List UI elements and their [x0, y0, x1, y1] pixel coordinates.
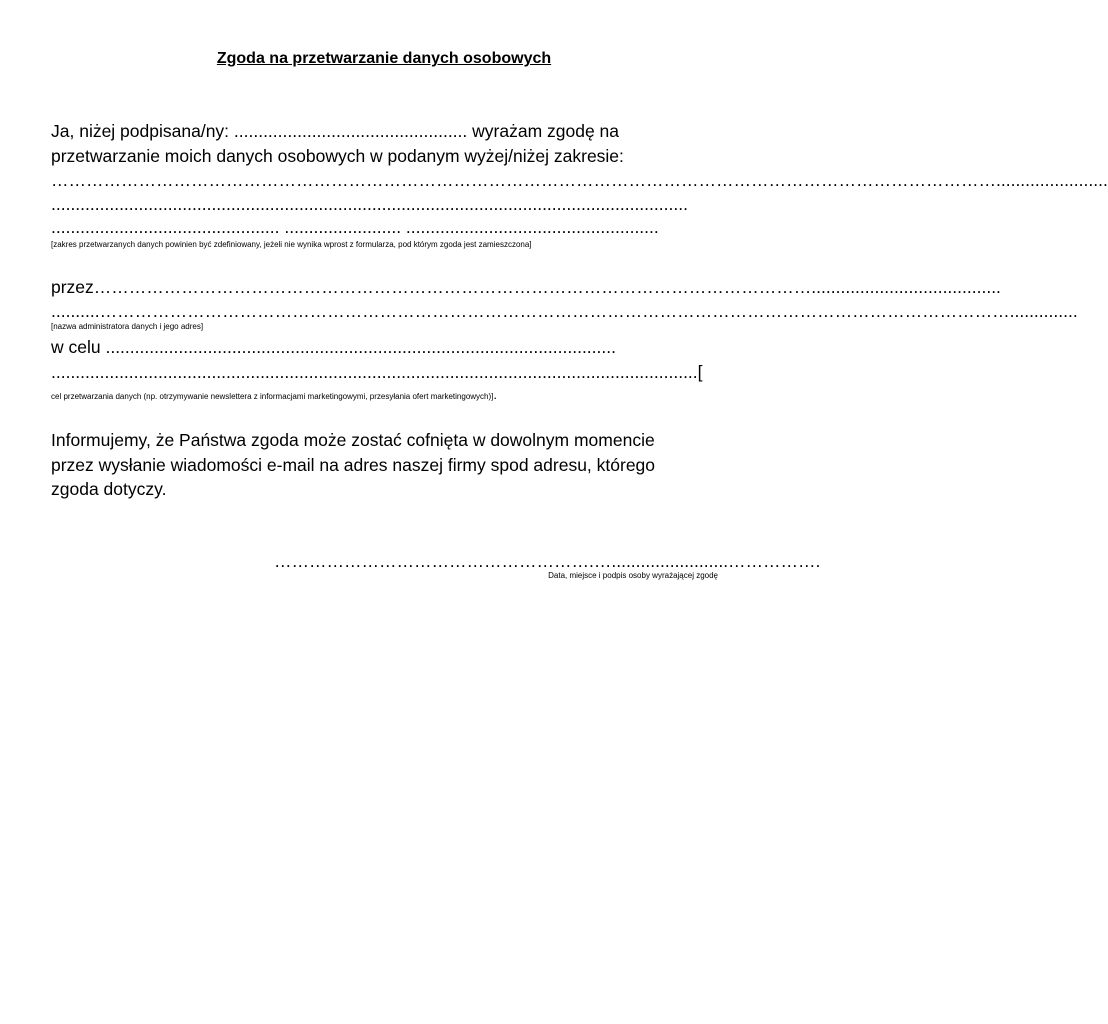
purpose-note-end: . — [493, 387, 498, 402]
info-line-2: przez wysłanie wiadomości e-mail na adres naszej firmy spod adresu, którego — [51, 455, 656, 475]
administrator-dots-line-2: ..........………………………………………………………………………………………………………………………………………….............. — [51, 301, 1078, 321]
declaration-line-2: przetwarzanie moich danych osobowych w podanym wyżej/niżej zakresie: — [51, 146, 624, 166]
info-line-3: zgoda dotyczy. — [51, 479, 167, 499]
administrator-line: przez……………………………………………………………………………………………………………....................................... — [51, 277, 1001, 297]
signature-label: Data, miejsce i podpis osoby wyrażającej zgodę — [548, 571, 718, 580]
declaration-line-1: Ja, niżej podpisana/ny: ................................................ wyrażam zgodę na — [51, 121, 620, 141]
document-title: Zgoda na przetwarzanie danych osobowych — [216, 50, 552, 67]
scope-dots-line-2: ................................................................................................................................... — [51, 194, 688, 214]
scope-note: [zakres przetwarzanych danych powinien być zdefiniowany, jeżeli nie wynika wprost z formularza, pod którym zgoda jest zamieszczona] — [51, 240, 532, 249]
purpose-line: w celu ......................................................................................................... — [51, 337, 616, 357]
scope-dots-line-1: ………………………………………………………………………………………………………………………………………………....................... — [51, 170, 1108, 190]
purpose-dots-line-2: .....................................................................................................................................[ — [51, 362, 703, 382]
purpose-note-text: cel przetwarzania danych (np. otrzymywanie newslettera z informacjami marketingowymi, przesyłania ofert marketingowych)] — [51, 392, 494, 401]
info-line-1: Informujemy, że Państwa zgoda może zostać cofnięta w dowolnym momencie — [51, 430, 655, 450]
scope-dots-line-3: ............................................... ........................ .................................................... — [51, 217, 659, 237]
administrator-note: [nazwa administratora danych i jego adres] — [51, 322, 204, 331]
purpose-note — [51, 387, 498, 402]
signature-dots: ……………………………………………….…........................……………. — [274, 551, 821, 571]
